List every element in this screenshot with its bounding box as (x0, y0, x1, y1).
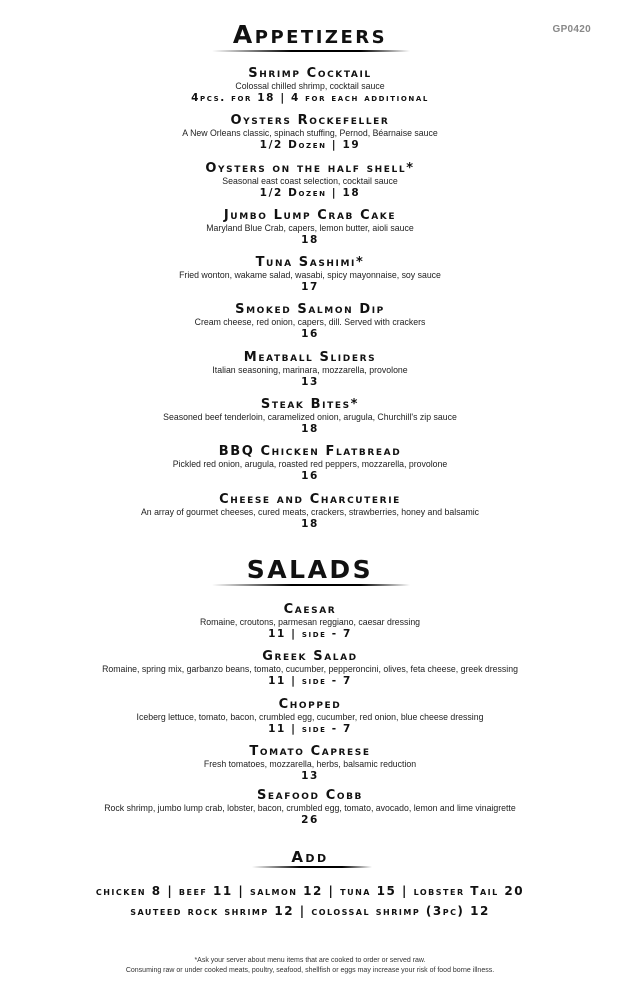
menu-item (0, 698, 620, 745)
item-price: 18 (301, 423, 319, 436)
item-description: Fresh tomatoes, mozzarella, herbs, balsamic reduction (203, 758, 417, 770)
menu-item (0, 745, 620, 789)
item-description: Iceberg lettuce, tomato, bacon, crumbled egg, cucumber, red onion, blue cheese dressing (136, 711, 484, 723)
appetizers-title: Appetizers (232, 20, 388, 49)
item-name: Chopped (278, 696, 342, 712)
menu-item (0, 789, 620, 833)
item-price: 26 (301, 813, 319, 826)
item-description: Cream cheese, red onion, capers, dill. Served with crackers (194, 317, 426, 329)
menu-item (0, 398, 620, 445)
appetizers-list (0, 67, 620, 540)
menu-item (0, 493, 620, 540)
item-name: Greek Salad (262, 649, 358, 665)
item-name: Caesar (283, 602, 337, 617)
item-description: Fried wonton, wakame salad, wasabi, spicy mayonnaise, soy sauce (179, 270, 441, 282)
item-name: Meatball Sliders (243, 349, 377, 365)
add-title: Add (291, 848, 329, 866)
appetizers-underline (212, 50, 410, 52)
item-name: Seafood Cobb (256, 787, 364, 803)
item-name: Tuna Sashimi* (255, 255, 365, 271)
item-name: Jumbo Lump Crab Cake (223, 207, 397, 223)
item-name: Shrimp Cocktail (248, 66, 372, 81)
menu-item (0, 603, 620, 650)
item-price: 16 (301, 470, 319, 483)
item-price: 11 | side - 7 (268, 722, 352, 735)
item-description: A New Orleans classic, spinach stuffing, Pernod, Béarnaise sauce (182, 128, 438, 140)
salads-list (0, 603, 620, 833)
item-price: 17 (301, 281, 319, 294)
item-description: Romaine, croutons, parmesan reggiano, caesar dressing (199, 617, 421, 628)
item-price: 18 (301, 517, 319, 530)
menu-item (0, 351, 620, 398)
item-price: 13 (301, 769, 319, 782)
item-description: Maryland Blue Crab, capers, lemon butter, aioli sauce (206, 222, 414, 234)
menu-item (0, 209, 620, 256)
item-price: 1/2 Dozen | 18 (259, 186, 361, 199)
add-underline (252, 866, 372, 868)
footer-note-2: Consuming raw or under cooked meats, poultry, seafood, shellfish or eggs may increase your risk of food borne illness. (125, 967, 495, 974)
menu-item (0, 650, 620, 697)
item-name: Oysters on the half shell* (205, 160, 415, 176)
menu-item (0, 162, 620, 209)
item-price: 11 | side - 7 (268, 628, 352, 640)
item-description: Colossal chilled shrimp, cocktail sauce (235, 81, 385, 92)
item-name: Steak Bites* (260, 397, 360, 413)
item-price: 13 (301, 375, 319, 388)
add-ons-line-1: chicken 8 | beef 11 | salmon 12 | tuna 15 | lobster Tail 20 (95, 884, 525, 898)
item-price: 16 (301, 328, 319, 341)
salads-title: SALADS (246, 555, 374, 584)
item-name: Smoked Salmon Dip (235, 302, 385, 318)
menu-item (0, 303, 620, 350)
menu-code: GP0420 (552, 24, 591, 35)
add-ons-line-2: sauteed rock shrimp 12 | colossal shrimp (3pc) 12 (130, 904, 490, 918)
item-description: Rock shrimp, jumbo lump crab, lobster, bacon, crumbled egg, tomato, avocado, lemon and lime vinaigrette (104, 802, 516, 814)
menu-item (0, 67, 620, 114)
item-name: Cheese and Charcuterie (219, 491, 401, 507)
menu-item (0, 256, 620, 303)
item-name: BBQ Chicken Flatbread (218, 444, 402, 460)
footer-note-1: *Ask your server about menu items that are cooked to order or served raw. (194, 957, 426, 964)
item-description: Pickled red onion, arugula, roasted red peppers, mozzarella, provolone (172, 459, 448, 471)
salads-underline (212, 584, 410, 586)
menu-item (0, 445, 620, 492)
item-description: Romaine, spring mix, garbanzo beans, tomato, cucumber, pepperoncini, olives, feta cheese, greek dressing (102, 664, 518, 676)
item-price: 11 | side - 7 (268, 675, 352, 688)
item-price: 18 (301, 233, 319, 246)
item-description: Italian seasoning, marinara, mozzarella, provolone (212, 364, 408, 376)
item-description: An array of gourmet cheeses, cured meats, crackers, strawberries, honey and balsamic (140, 506, 480, 518)
menu-item (0, 114, 620, 161)
item-description: Seasoned beef tenderloin, caramelized onion, arugula, Churchill's zip sauce (163, 412, 457, 424)
item-name: Oysters Rockefeller (230, 113, 390, 129)
item-name: Tomato Caprese (249, 743, 371, 759)
item-price: 1/2 Dozen | 19 (259, 139, 361, 152)
item-description: Seasonal east coast selection, cocktail sauce (222, 175, 398, 187)
item-price: 4pcs. for 18 | 4 for each additional (191, 92, 429, 104)
